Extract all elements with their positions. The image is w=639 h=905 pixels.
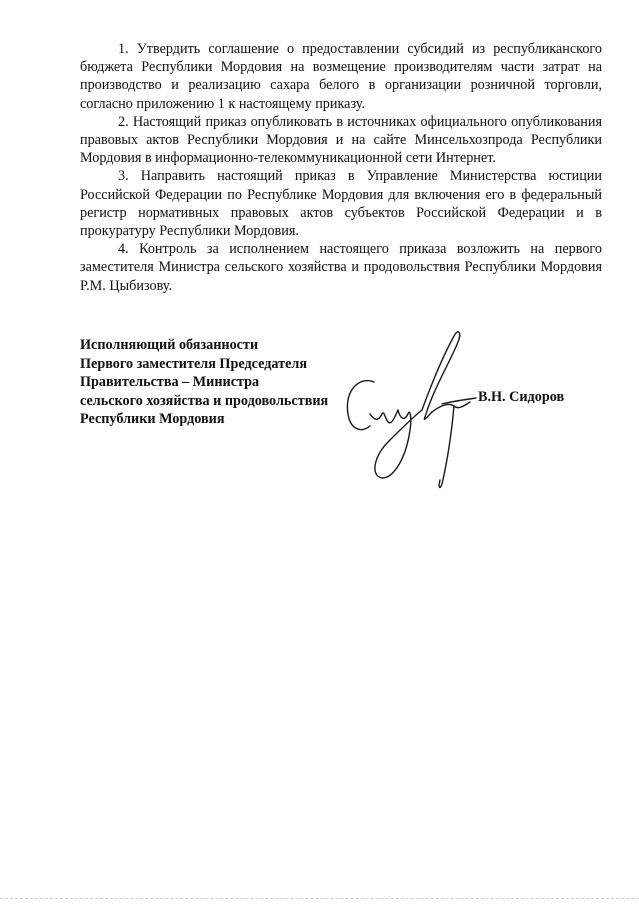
handwritten-signature <box>330 318 490 498</box>
position-line-1: Исполняющий обязанности <box>80 337 259 353</box>
signer-name: В.Н. Сидоров <box>478 389 565 405</box>
paragraph-4: 4. Контроль за исполнением настоящего приказа возложить на первого заместителя Министра сельского хозяйства и продовольствия Республики Мордовия Р.М. Цыбизову. <box>80 241 602 294</box>
order-body <box>80 40 602 295</box>
position-line-5: Республики Мордовия <box>80 411 225 427</box>
paragraph-2: 2. Настоящий приказ опубликовать в источниках официального опубликования правовых актов Республики Мордовия и на сайте Минсельхозпрода Республики Мордовия в информационно-телекоммуникационной сети Интернет. <box>80 113 602 167</box>
position-line-2: Первого заместителя Председателя <box>80 355 308 372</box>
position-line-4: сельского хозяйства и продовольствия <box>80 392 329 409</box>
page-bottom-divider <box>0 898 639 899</box>
position-line-3: Правительства – Министра <box>80 374 260 390</box>
paragraph-1: 1. Утвердить соглашение о предоставлении субсидий из республиканского бюджета Республики Мордовия на возмещение производителям части затрат на производство и реализацию сахара белого в организации розничной торговли, согласно приложению 1 к настоящему приказу. <box>80 41 602 112</box>
signatory-position <box>80 336 370 429</box>
paragraph-3: 3. Направить настоящий приказ в Управление Министерства юстиции Российской Федерации по Республике Мордовия для включения его в федеральный регистр нормативных правовых актов субъектов Российской Федерации и в прокуратуру Республики Мордовия. <box>80 168 602 240</box>
